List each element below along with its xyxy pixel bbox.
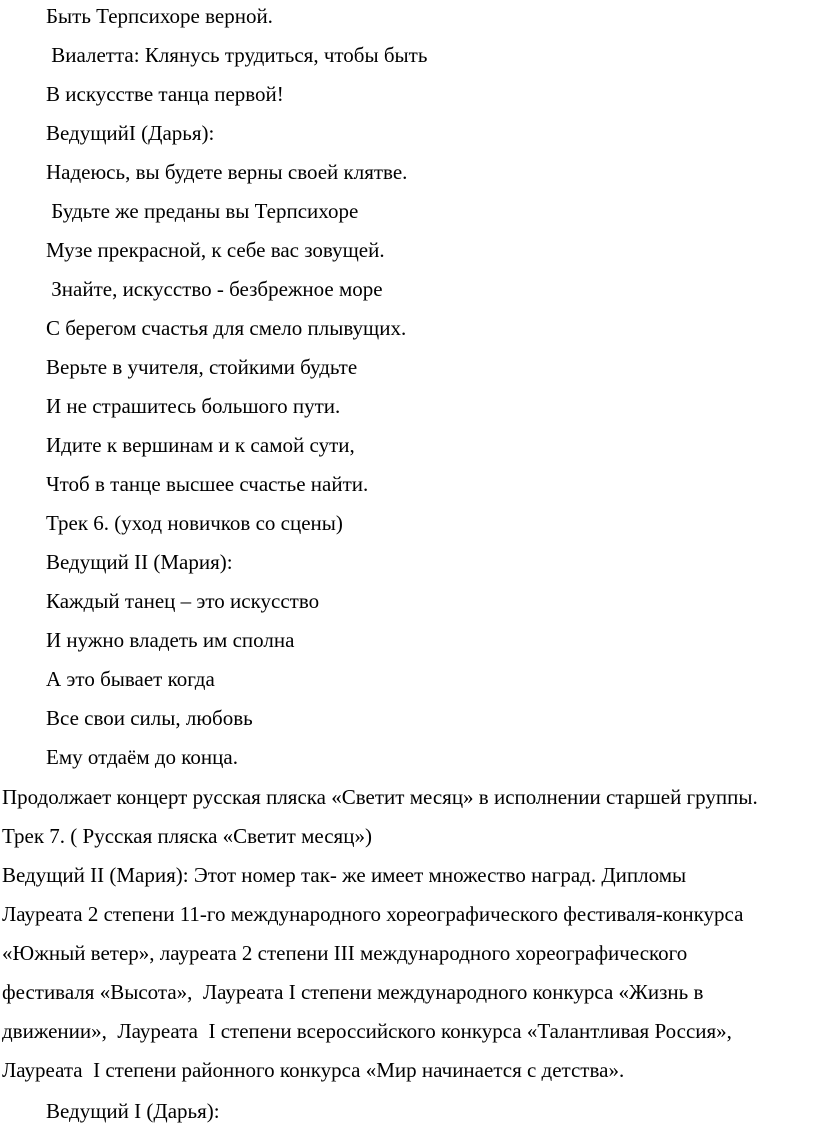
verse-line: Будьте же преданы вы Терпсихоре — [46, 199, 359, 223]
verse-line: Ему отдаём до конца. — [46, 745, 238, 769]
verse-line: Верьте в учителя, стойкими будьте — [46, 355, 358, 379]
prose-line: движении», Лауреата I степени всероссийского конкурса «Талантливая Россия», — [2, 1019, 732, 1043]
verse-line: Знайте, искусство - безбрежное море — [46, 277, 383, 301]
verse-line: Все свои силы, любовь — [46, 706, 253, 730]
verse-line: А это бывает когда — [46, 667, 215, 691]
speaker-line: Ведущий I (Дарья): — [46, 1099, 220, 1123]
speaker-line: Ведущий II (Мария): — [46, 550, 233, 574]
speaker-line: ВедущийI (Дарья): — [46, 121, 215, 145]
prose-line: Продолжает концерт русская пляска «Светит месяц» в исполнении старшей группы. — [2, 785, 758, 809]
track-line: Трек 7. ( Русская пляска «Светит месяц») — [2, 824, 372, 848]
verse-line: Каждый танец – это искусство — [46, 589, 320, 613]
prose-line: фестиваля «Высота», Лауреата I степени международного конкурса «Жизнь в — [2, 980, 704, 1004]
track-line: Трек 6. (уход новичков со сцены) — [46, 511, 343, 535]
prose-line: Ведущий II (Мария): Этот номер так- же имеет множество наград. Дипломы — [2, 863, 687, 887]
verse-line: В искусстве танца первой! — [46, 82, 284, 106]
verse-line: С берегом счастья для смело плывущих. — [46, 316, 407, 340]
prose-line: Лауреата I степени районного конкурса «Мир начинается с детства». — [2, 1058, 625, 1082]
verse-line: Идите к вершинам и к самой сути, — [46, 433, 355, 457]
verse-line: И нужно владеть им сполна — [46, 628, 295, 652]
verse-line: Чтоб в танце высшее счастье найти. — [46, 472, 369, 496]
verse-line: Музе прекрасной, к себе вас зовущей. — [46, 238, 385, 262]
prose-line: Лауреата 2 степени 11-го международного хореографического фестиваля-конкурса — [2, 902, 744, 926]
verse-line: Надеюсь, вы будете верны своей клятве. — [46, 160, 408, 184]
verse-line: Виалетта: Клянусь трудиться, чтобы быть — [46, 43, 428, 67]
verse-line: Быть Терпсихоре верной. — [46, 4, 273, 28]
verse-line: И не страшитесь большого пути. — [46, 394, 341, 418]
prose-line: «Южный ветер», лауреата 2 степени III международного хореографического — [2, 941, 688, 965]
